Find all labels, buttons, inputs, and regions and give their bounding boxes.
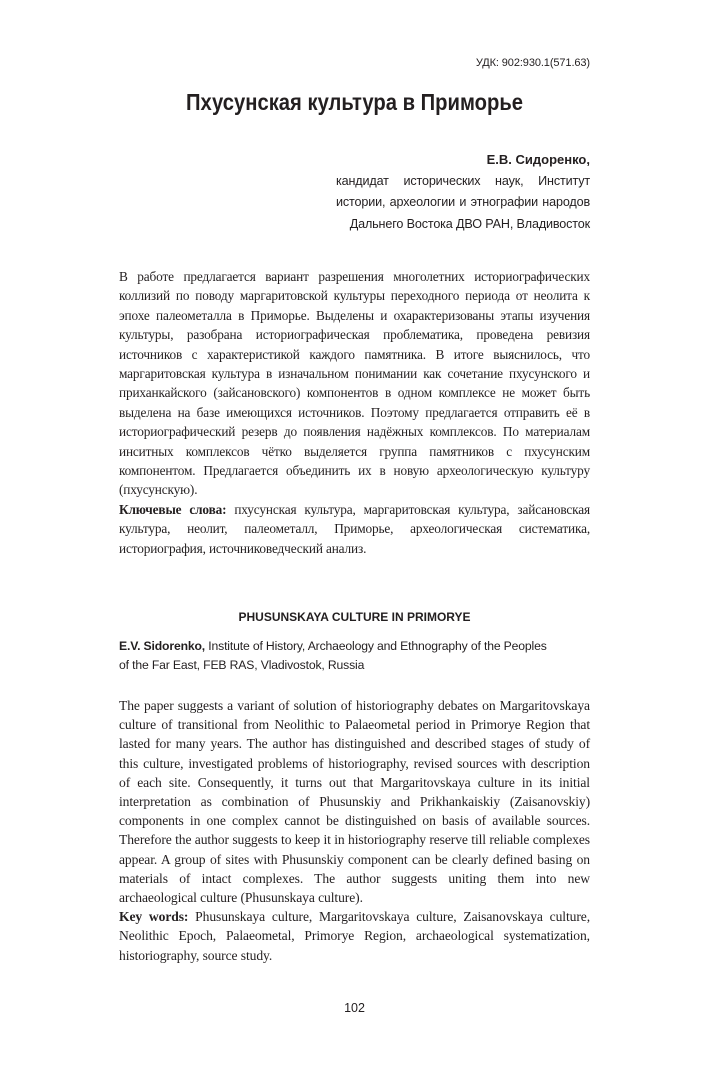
english-title: PHUSUNSKAYA CULTURE IN PRIMORYE: [238, 610, 471, 624]
udk-code: УДК: 902:930.1(571.63): [475, 57, 590, 69]
author-block: [336, 149, 590, 235]
page-number: 102: [344, 1001, 365, 1015]
abstract-english: [119, 696, 590, 965]
english-author-name: E.V. Sidorenko,: [119, 639, 206, 653]
keywords-en-label: Key words:: [119, 909, 189, 925]
english-affiliation-line1: Institute of History, Archaeology and Ethnography of the Peoples: [205, 639, 547, 653]
keywords-en: [119, 907, 590, 965]
article-title: Пхусунская культура в Приморье: [186, 89, 523, 115]
author-affiliation: кандидат исторических наук, Институт истории, археологии и этнографии народов Дальнего Востока ДВО РАН, Владивосток: [336, 173, 590, 231]
keywords-en-list: Phusunskaya culture, Margaritovskaya culture, Zaisanovskaya culture, Neolithic Epoch, Palaeometal, Primorye Region, archaeological systematization, historiography, source study.: [119, 909, 591, 963]
abstract-russian: [119, 267, 590, 558]
english-affiliation-line2: of the Far East, FEB RAS, Vladivostok, Russia: [119, 658, 365, 672]
abstract-en-text: The paper suggests a variant of solution of historiography debates on Margaritovskaya culture of transitional from Neolithic to Palaeometal period in Primorye Region that lasted for many years. The author has distinguished and described stages of study of this culture, investigated problems of historiography, revised sources with description of each site. Consequently, it turns out that Margaritovskaya culture in its initial interpretation as combination of Phusunskiy and Prikhankaiskiy (Zaisanovskiy) components in one complex cannot be distinguished on basis of available sources. Therefore the author suggests to keep it in historiography reserve till reliable complexes appear. A group of sites with Phusunskiy component can be clearly defined basing on materials of intact complexes. The author suggests uniting them into new archaeological culture (Phusunskaya culture).: [119, 698, 590, 906]
keywords-ru: [119, 500, 590, 558]
english-author: [119, 637, 590, 675]
author-name: Е.В. Сидоренко,: [486, 152, 590, 167]
keywords-ru-label: Ключевые слова:: [119, 501, 227, 517]
abstract-ru-text: В работе предлагается вариант разрешения многолетних историографических коллизий по поводу маргаритовской культуры переходного периода от неолита к эпохе палеометалла в Приморье. Выделены и охарактеризованы этапы изучения культуры, разобрана историографическая проблематика, проведена ревизия источников с характеристикой каждого памятника. В итоге выяснилось, что маргаритовская культура в изначальном понимании как сочетание пхусунского и приханкайского (зайсановского) компонентов в одном комплексе не может быть выделена на базе имеющихся источников. Поэтому предлагается отправить её в историографический резерв до появления надёжных комплексов. По материалам инситных комплексов чётко выделяется группа памятников с пхусунским компонентом. Предлагается объединить их в новую археологическую культуру (пхусунскую).: [119, 269, 590, 498]
keywords-ru-list: пхусунская культура, маргаритовская культура, зайсановская культура, неолит, палеометалл, Приморье, археологическая систематика, историография, источниковедческий анализ.: [119, 501, 590, 556]
